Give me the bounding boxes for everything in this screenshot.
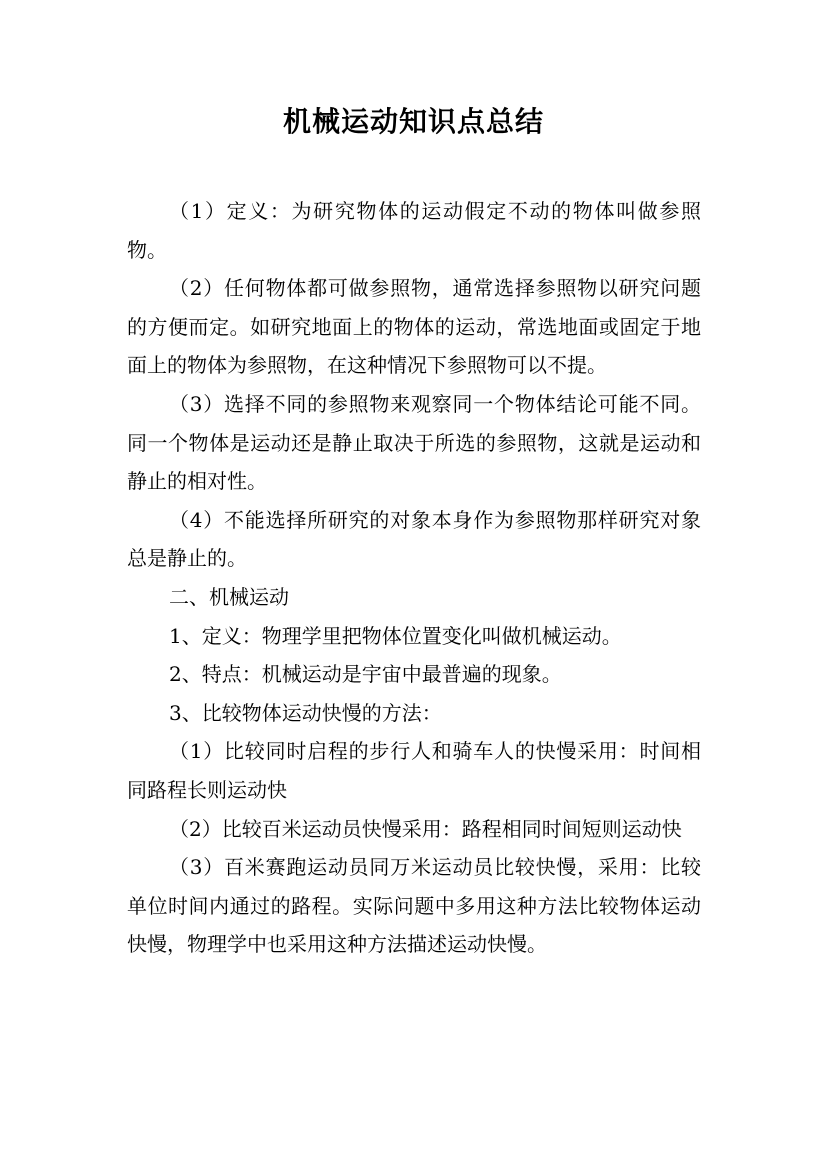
paragraph-reference-any-object: （2）任何物体都可做参照物，通常选择参照物以研究问题的方便而定。如研究地面上的物体的运动，常选地面或固定于地面上的物体为参照物，在这种情况下参照物可以不提。 (127, 276, 701, 378)
paragraph-motion-definition: 1、定义：物理学里把物体位置变化叫做机械运动。 (169, 623, 622, 648)
paragraph-speed-methods: 3、比较物体运动快慢的方法： (169, 700, 442, 725)
paragraph-method-same-distance: （2）比较百米运动员快慢采用：路程相同时间短则运动快 (169, 816, 682, 841)
paragraph-motion-feature: 2、特点：机械运动是宇宙中最普遍的现象。 (169, 662, 562, 687)
document-title: 机械运动知识点总结 (282, 105, 544, 138)
paragraph-method-unit-time: （3）百米赛跑运动员同万米运动员比较快慢，采用：比较单位时间内通过的路程。实际问题中多用这种方法比较物体运动快慢，物理学中也采用这种方法描述运动快慢。 (127, 855, 701, 957)
paragraph-reference-definition: （1）定义：为研究物体的运动假定不动的物体叫做参照物。 (127, 199, 701, 262)
section-heading-mechanical-motion: 二、机械运动 (169, 584, 289, 609)
paragraph-reference-relativity: （3）选择不同的参照物来观察同一个物体结论可能不同。同一个物体是运动还是静止取决于所选的参照物，这就是运动和静止的相对性。 (127, 391, 701, 494)
document-body (127, 192, 701, 964)
paragraph-method-same-time: （1）比较同时启程的步行人和骑车人的快慢采用：时间相同路程长则运动快 (127, 739, 701, 802)
paragraph-reference-not-self: （4）不能选择所研究的对象本身作为参照物那样研究对象总是静止的。 (127, 507, 701, 571)
